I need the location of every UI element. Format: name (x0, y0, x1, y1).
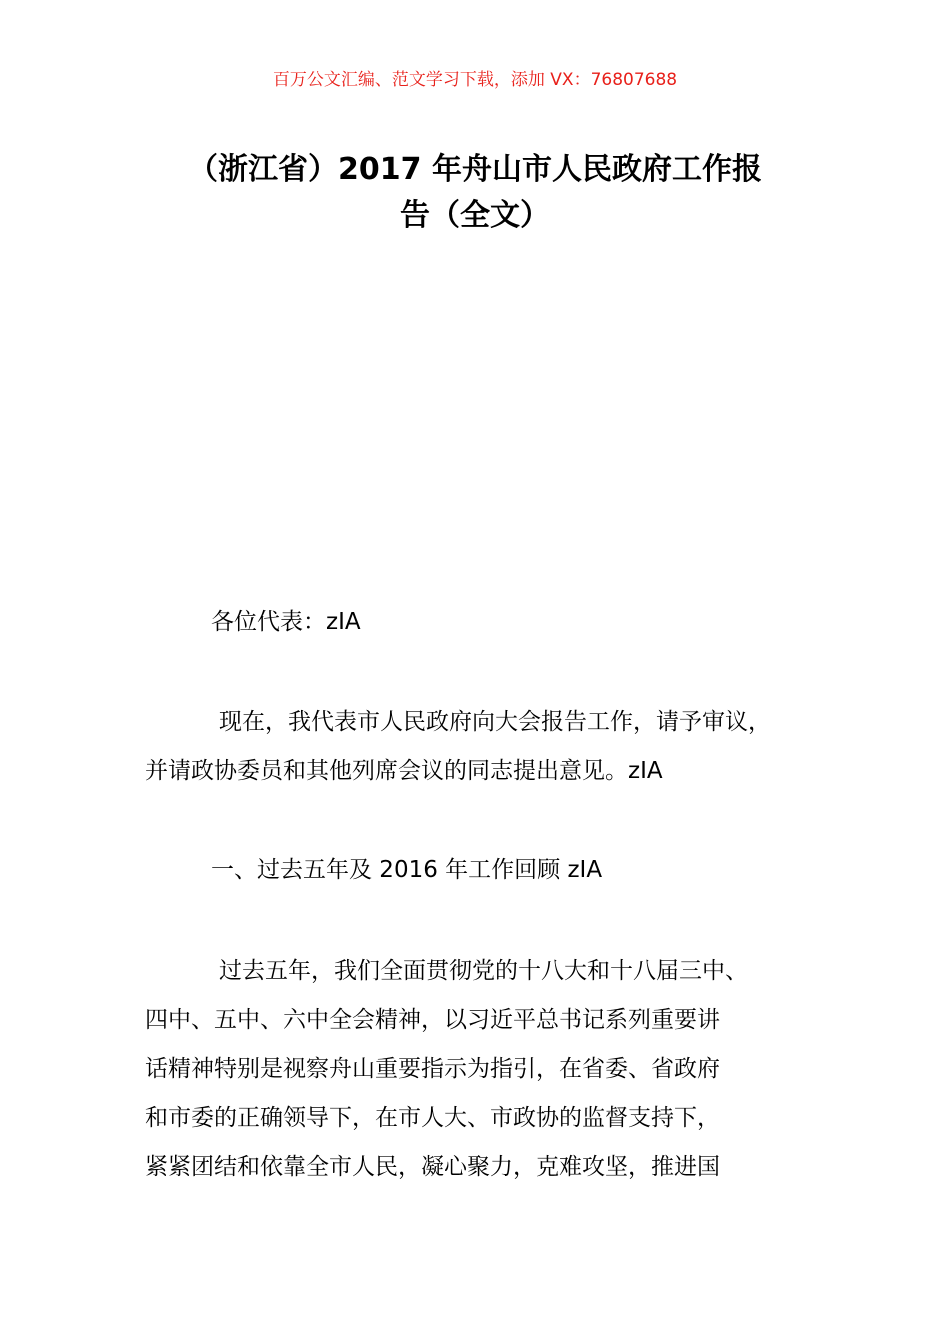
intro-paragraph (145, 698, 835, 796)
salutation: 各位代表：zIA (211, 609, 361, 635)
title-line-2: 告（全文） (400, 198, 550, 233)
intro-line-1: 现在，我代表市人民政府向大会报告工作，请予审议， (219, 709, 771, 735)
review-line-3: 话精神特别是视察舟山重要指示为指引，在省委、省政府 (145, 1056, 720, 1082)
review-paragraph (145, 947, 835, 1192)
document-title (140, 147, 810, 239)
intro-line-2: 并请政协委员和其他列席会议的同志提出意见。zIA (145, 758, 663, 784)
review-line-5: 紧紧团结和依靠全市人民，凝心聚力，克难攻坚，推进国 (145, 1154, 720, 1180)
section-heading-paragraph (145, 846, 835, 895)
review-line-4: 和市委的正确领导下，在市人大、市政协的监督支持下， (145, 1105, 720, 1131)
section1-heading: 一、过去五年及 2016 年工作回顾 zIA (211, 857, 603, 883)
review-line-2: 四中、五中、六中全会精神，以习近平总书记系列重要讲 (145, 1007, 720, 1033)
title-line-1: （浙江省）2017 年舟山市人民政府工作报 (188, 152, 762, 187)
salutation-paragraph (145, 598, 835, 647)
header-promo-note: 百万公文汇编、范文学习下载，添加 VX：76807688 (272, 70, 678, 90)
review-line-1: 过去五年，我们全面贯彻党的十八大和十八届三中、 (219, 958, 748, 984)
